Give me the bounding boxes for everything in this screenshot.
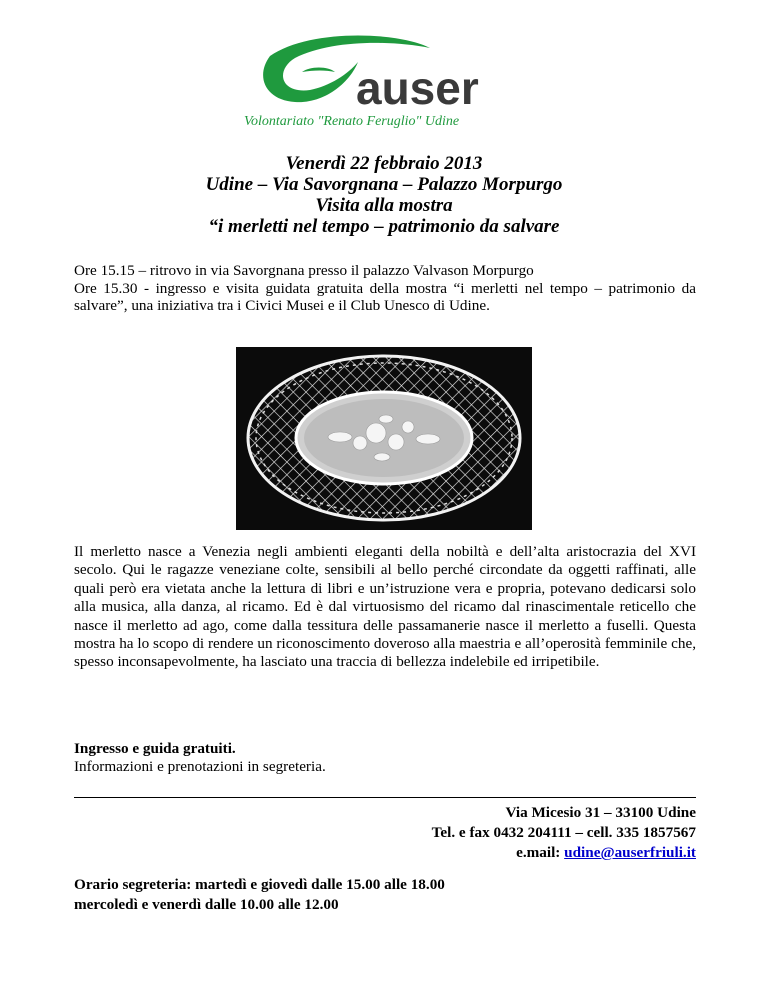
office-hours <box>74 875 445 915</box>
event-heading <box>0 153 768 237</box>
email-line <box>432 843 696 863</box>
schedule-visit: Ore 15.30 - ingresso e visita guidata gratuita della mostra “i merletti nel tempo – patrimonio da salvare”, una iniziativa tra i Civici Musei e il Club Unesco di Udine. <box>74 279 696 315</box>
event-place: Udine – Via Savorgnana – Palazzo Morpurgo <box>205 174 563 195</box>
brand-wordmark: auser <box>356 62 479 114</box>
contacts <box>432 803 696 863</box>
exhibition-description <box>74 543 696 672</box>
info-block <box>74 740 696 776</box>
description-paragraph: Il merletto nasce a Venezia negli ambienti eleganti della nobiltà e dell’alta aristocrazia del XVI secolo. Qui le ragazze veneziane colte, sensibili al bello perché circondate da oggetti raffinati, alle quali però era vietata anche la lettura di libri e un’istruzione vera e propria, potevano dedicarsi solo alla musica, alla danza, al ricamo. Ed è dal virtuosismo del ricamo dal rinascimentale reticello che nasce il merletto ad ago, come dalla tessitura delle passamanerie nasce il merletto a fuselli. Questa mostra ha lo scopo di rendere un riconoscimento doveroso alla maestria e all’operosità femminile che, spesso inconsapevolmente, ha lasciato una traccia di bellezza indelebile ed irripetibile. <box>74 543 696 671</box>
event-date: Venerdì 22 febbraio 2013 <box>285 153 483 174</box>
phone: Tel. e fax 0432 204111 – cell. 335 1857567 <box>431 824 696 841</box>
lace-doily-image <box>236 347 532 530</box>
hours-line-2: mercoledì e venerdì dalle 10.00 alle 12.00 <box>74 896 339 913</box>
schedule-meeting: Ore 15.15 – ritrovo in via Savorgnana presso il palazzo Valvason Morpurgo <box>74 262 534 279</box>
hours-line-1: Orario segreteria: martedì e giovedì dalle 15.00 alle 18.00 <box>74 876 445 893</box>
address: Via Micesio 31 – 33100 Udine <box>505 804 696 821</box>
divider <box>74 797 696 798</box>
exhibition-title: “i merletti nel tempo – patrimonio da salvare <box>208 216 560 237</box>
lace-photo <box>236 347 532 530</box>
event-visit: Visita alla mostra <box>315 195 453 216</box>
email-link[interactable]: udine@auserfriuli.it <box>564 844 696 861</box>
auser-logo-graphic <box>240 26 500 136</box>
auser-logo <box>240 26 500 136</box>
free-entry: Ingresso e guida gratuiti. <box>74 740 236 757</box>
email-label: e.mail: <box>516 844 565 861</box>
schedule <box>74 262 696 315</box>
booking-info: Informazioni e prenotazioni in segreteria. <box>74 758 326 775</box>
logo-subtitle: Volontariato "Renato Feruglio" Udine <box>244 114 460 129</box>
